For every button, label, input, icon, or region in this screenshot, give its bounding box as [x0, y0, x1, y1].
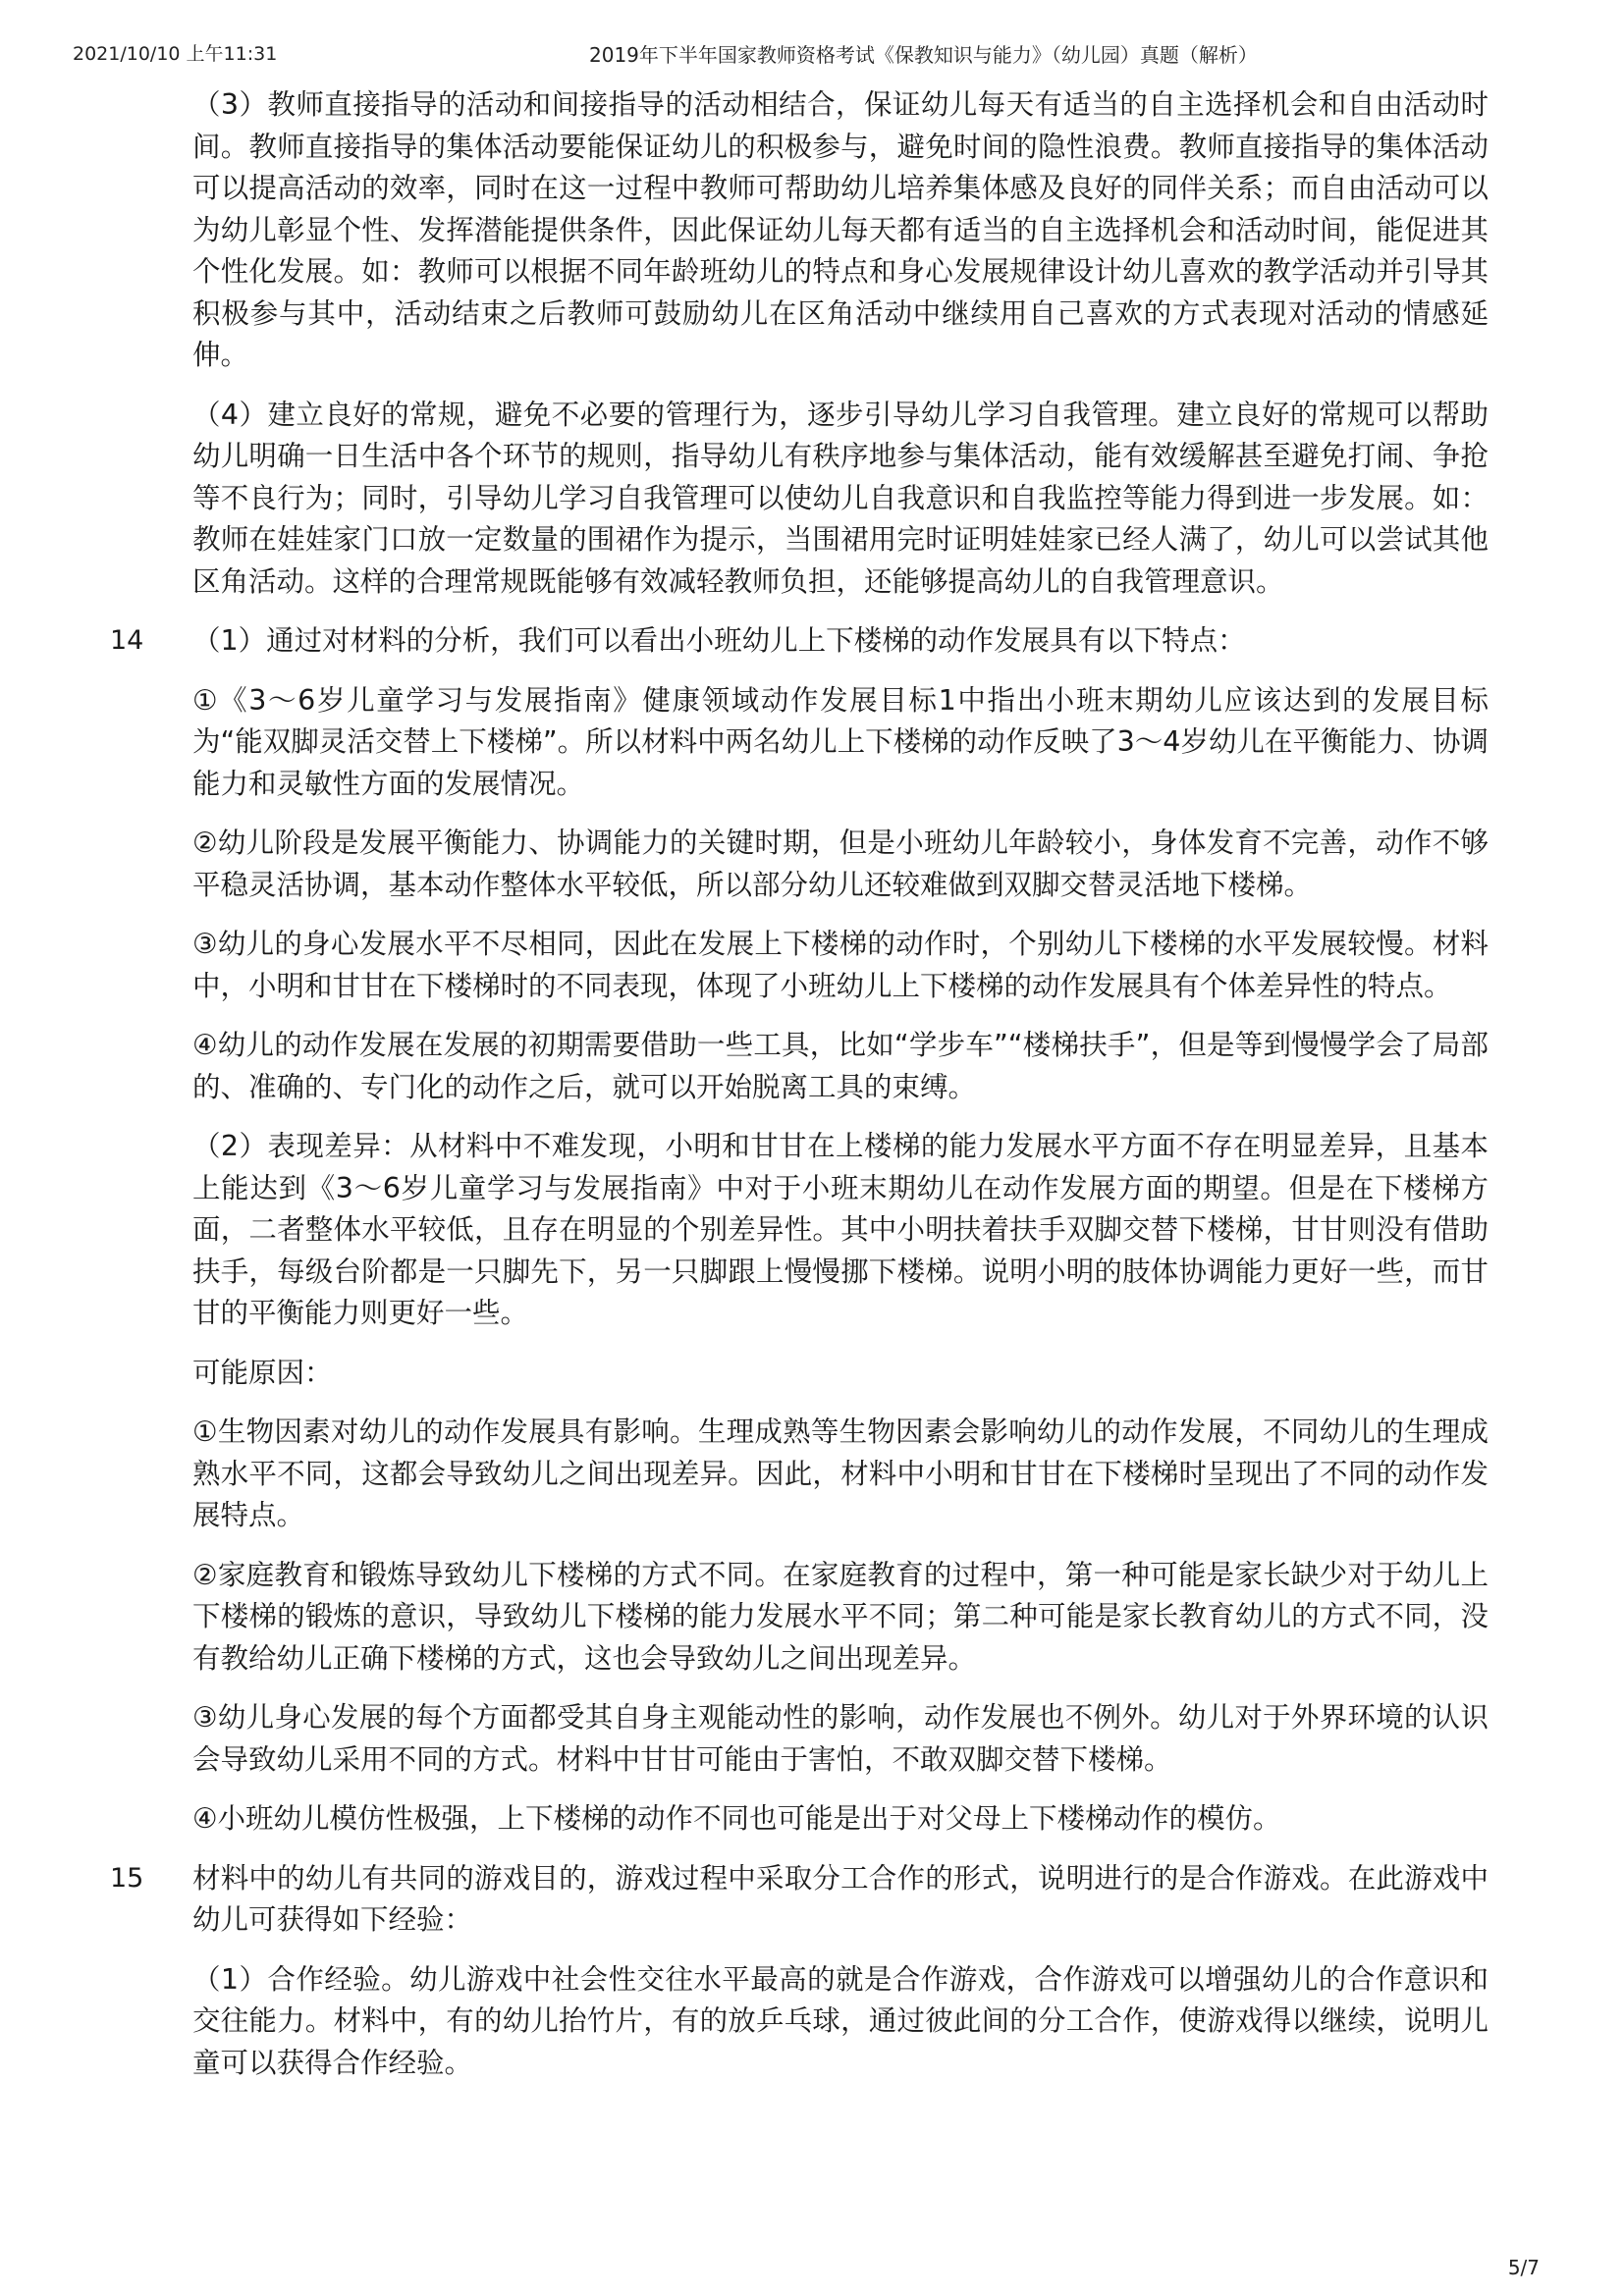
- paragraph: [192, 84, 1489, 377]
- paragraph-text: ④小班幼儿模仿性极强，上下楼梯的动作不同也可能是出于对父母上下楼梯动作的模仿。: [192, 1802, 1281, 1835]
- paragraph-text: （4）建立良好的常规，避免不必要的管理行为，逐步引导幼儿学习自我管理。建立良好的常规可以帮助幼儿明确一日生活中各个环节的规则，指导幼儿有秩序地参与集体活动，能有效缓解甚至避免打闹、争抢等不良行为；同时，引导幼儿学习自我管理可以使幼儿自我意识和自我监控等能力得到进一步发展。如：教师在娃娃家门口放一定数量的围裙作为提示，当围裙用完时证明娃娃家已经人满了，幼儿可以尝试其他区角活动。这样的合理常规既能够有效减轻教师负担，还能够提高幼儿的自我管理意识。: [192, 398, 1489, 598]
- paragraph-text: （1）通过对材料的分析，我们可以看出小班幼儿上下楼梯的动作发展具有以下特点：: [192, 624, 1246, 657]
- paragraph: [192, 1353, 1489, 1395]
- paragraph: [192, 823, 1489, 906]
- question-number: 15: [110, 1862, 144, 1894]
- paragraph: [192, 1412, 1489, 1537]
- paragraph-text: 材料中的幼儿有共同的游戏目的，游戏过程中采取分工合作的形式，说明进行的是合作游戏。在此游戏中幼儿可获得如下经验：: [192, 1861, 1489, 1936]
- paragraph: [192, 680, 1489, 806]
- print-datetime: 2021/10/10 上午11:31: [73, 43, 278, 65]
- paragraph-text: （3）教师直接指导的活动和间接指导的活动相结合，保证幼儿每天有适当的自主选择机会和自由活动时间。教师直接指导的集体活动要能保证幼儿的积极参与，避免时间的隐性浪费。教师直接指导的集体活动可以提高活动的效率，同时在这一过程中教师可帮助幼儿培养集体感及良好的同伴关系；而自由活动可以为幼儿彰显个性、发挥潜能提供条件，因此保证幼儿每天都有适当的自主选择机会和活动时间，能促进其个性化发展。如：教师可以根据不同年龄班幼儿的特点和身心发展规律设计幼儿喜欢的教学活动并引导其积极参与其中，活动结束之后教师可鼓励幼儿在区角活动中继续用自己喜欢的方式表现对活动的情感延伸。: [192, 88, 1489, 371]
- paragraph-text: ②家庭教育和锻炼导致幼儿下楼梯的方式不同。在家庭教育的过程中，第一种可能是家长缺少对于幼儿上下楼梯的锻炼的意识，导致幼儿下楼梯的能力发展水平不同；第二种可能是家长教育幼儿的方式不同，没有教给幼儿正确下楼梯的方式，这也会导致幼儿之间出现差异。: [192, 1558, 1489, 1675]
- paragraph: [192, 924, 1489, 1007]
- paragraph: [192, 1697, 1489, 1781]
- paragraph-text: （1）合作经验。幼儿游戏中社会性交往水平最高的就是合作游戏，合作游戏可以增强幼儿的合作意识和交往能力。材料中，有的幼儿抬竹片，有的放乒乓球，通过彼此间的分工合作，使游戏得以继续，说明儿童可以获得合作经验。: [192, 1962, 1489, 2079]
- question-number: 14: [110, 625, 144, 656]
- paragraph: [110, 1858, 1489, 1942]
- paragraph-text: （2）表现差异：从材料中不难发现，小明和甘甘在上楼梯的能力发展水平方面不存在明显差异，且基本上能达到《3～6岁儿童学习与发展指南》中对于小班末期幼儿在动作发展方面的期望。但是在下楼梯方面，二者整体水平较低，且存在明显的个别差异性。其中小明扶着扶手双脚交替下楼梯，甘甘则没有借助扶手，每级台阶都是一只脚先下，另一只脚跟上慢慢挪下楼梯。说明小明的肢体协调能力更好一些，而甘甘的平衡能力则更好一些。: [192, 1130, 1489, 1329]
- paragraph-text: ③幼儿的身心发展水平不尽相同，因此在发展上下楼梯的动作时，个别幼儿下楼梯的水平发展较慢。材料中，小明和甘甘在下楼梯时的不同表现，体现了小班幼儿上下楼梯的动作发展具有个体差异性的特点。: [192, 928, 1489, 1002]
- paragraph: [192, 1025, 1489, 1108]
- paragraph: [192, 1555, 1489, 1681]
- paragraph: [192, 395, 1489, 604]
- paragraph-text: ①《3～6岁儿童学习与发展指南》健康领域动作发展目标1中指出小班末期幼儿应该达到的发展目标为“能双脚灵活交替上下楼梯”。所以材料中两名幼儿上下楼梯的动作反映了3～4岁幼儿在平衡能力、协调能力和灵敏性方面的发展情况。: [192, 683, 1489, 800]
- paragraph-text: ③幼儿身心发展的每个方面都受其自身主观能动性的影响，动作发展也不例外。幼儿对于外界环境的认识会导致幼儿采用不同的方式。材料中甘甘可能由于害怕，不敢双脚交替下楼梯。: [192, 1701, 1489, 1776]
- paragraph: [192, 1798, 1489, 1841]
- paragraph: [192, 1959, 1489, 2085]
- paragraph-text: ①生物因素对幼儿的动作发展具有影响。生理成熟等生物因素会影响幼儿的动作发展，不同幼儿的生理成熟水平不同，这都会导致幼儿之间出现差异。因此，材料中小明和甘甘在下楼梯时呈现出了不同的动作发展特点。: [192, 1415, 1489, 1531]
- document-title: 2019年下半年国家教师资格考试《保教知识与能力》（幼儿园）真题（解析）: [589, 43, 1258, 67]
- page-number: 5/7: [1507, 2256, 1540, 2279]
- paragraph-text: ②幼儿阶段是发展平衡能力、协调能力的关键时期，但是小班幼儿年龄较小，身体发育不完善，动作不够平稳灵活协调，基本动作整体水平较低，所以部分幼儿还较难做到双脚交替灵活地下楼梯。: [192, 827, 1489, 901]
- paragraph-text: 可能原因：: [192, 1356, 333, 1389]
- document-body: [0, 84, 1624, 2102]
- paragraph: [192, 1126, 1489, 1335]
- paragraph-text: ④幼儿的动作发展在发展的初期需要借助一些工具，比如“学步车”“楼梯扶手”，但是等到慢慢学会了局部的、准确的、专门化的动作之后，就可以开始脱离工具的束缚。: [192, 1029, 1489, 1103]
- paragraph: [110, 620, 1489, 663]
